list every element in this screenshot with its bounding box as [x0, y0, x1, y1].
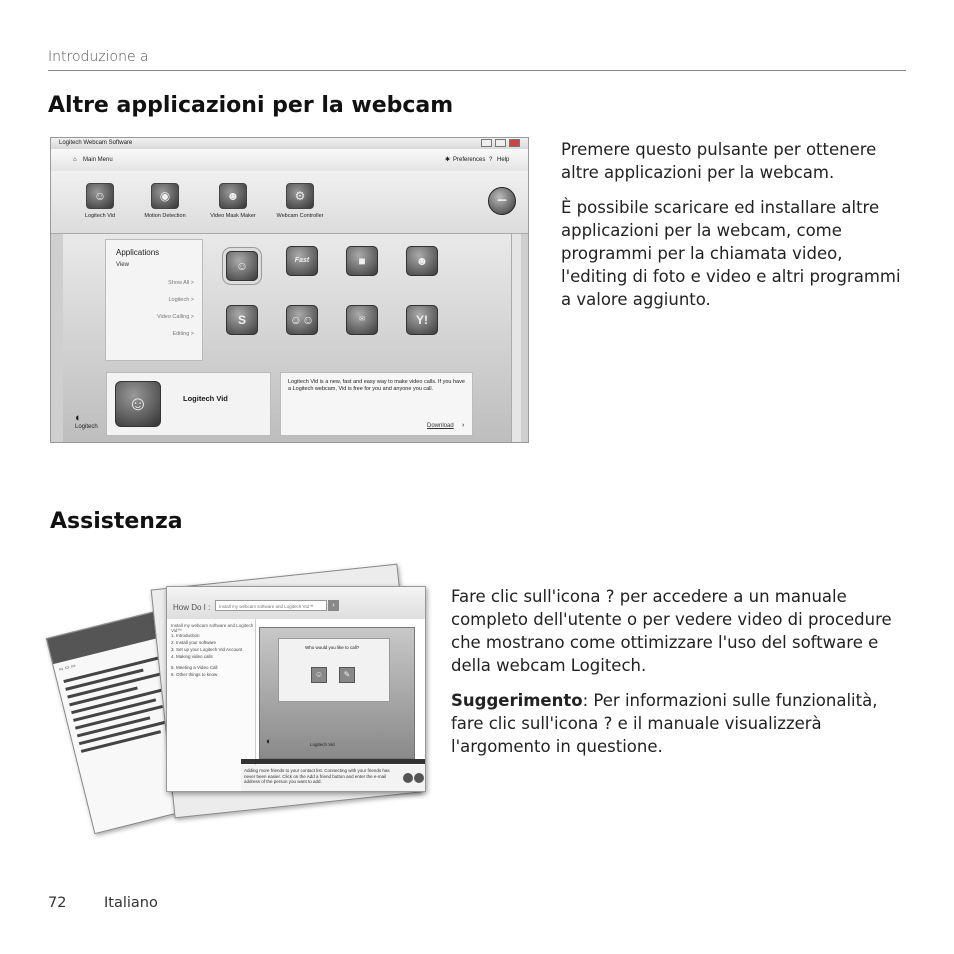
app-launcher-bar — [51, 171, 528, 234]
help-screenshot — [58, 558, 424, 828]
app-label-vid: Logitech Vid — [84, 213, 116, 219]
section1-text — [561, 138, 906, 311]
call-prompt: Who would you like to call? — [305, 645, 360, 650]
paragraph-help: Fare clic sull'icona ? per accedere a un manuale completo dell'utente o per vedere video di procedure che mostrano come ottimizzare l'uso del software e della webcam Logitech. — [451, 587, 892, 675]
logitech-eye-icon: ◐ — [75, 412, 82, 424]
chevron-right-icon[interactable]: › — [462, 422, 465, 429]
skype-icon[interactable]: S — [226, 305, 258, 335]
gmail-icon[interactable]: ✉ — [346, 305, 378, 335]
how-do-i-label: How Do I : — [173, 603, 211, 612]
transcript-text: Adding more friends to your contact list. Connecting with your friends has never been easier. Click on the Add a friend button and enter the e-mail address of the person you want to add. — [244, 768, 390, 784]
app-detail-card — [106, 372, 271, 436]
tutorial-call-panel — [278, 638, 390, 702]
menu-item-editing[interactable]: Editing > — [172, 331, 194, 337]
fast-icon[interactable]: Fast — [286, 246, 318, 276]
vid-icon[interactable]: ☺ — [86, 183, 114, 209]
paragraph-tip — [451, 689, 906, 758]
how-do-i-select[interactable]: Install my webcam software and Logitech Vid™ — [215, 600, 327, 611]
logitech-logo — [75, 413, 98, 430]
paragraph-download-apps: È possibile scaricare ed installare altre applicazioni per la webcam, come programmi per la chiamata video, l'editing di foto e video e altri programmi a valore aggiunto. — [561, 198, 901, 309]
tip-label: Suggerimento — [451, 691, 583, 710]
camera-icon[interactable]: ■ — [346, 246, 378, 276]
logitech-eye-icon: ◐ — [266, 736, 272, 746]
toolbar — [51, 149, 528, 171]
download-link[interactable]: Download — [427, 423, 454, 429]
page-number: 72 — [48, 895, 67, 911]
tutorial-transcript — [241, 765, 425, 791]
app-description-card — [280, 372, 473, 436]
preferences-link[interactable]: Preferences — [453, 157, 486, 163]
paragraph-more-apps: Premere questo pulsante per ottenere altre applicazioni per la webcam. — [561, 140, 877, 182]
close-icon[interactable] — [509, 139, 520, 147]
preferences-icon[interactable]: ✱ — [445, 157, 451, 163]
previous-icon[interactable] — [403, 773, 413, 783]
tutorial-video-area — [259, 627, 415, 759]
app-description: Logitech Vid is a new, fast and easy way to make video calls. If you have a Logitech webcam, Vid is free for you and anyone you call. — [288, 379, 465, 392]
scrollbar[interactable] — [511, 234, 521, 443]
people-icon: ☺ — [311, 667, 327, 683]
minimize-icon[interactable] — [481, 139, 492, 147]
tip-text: : Per informazioni sulle funzionalità, fare clic sull'icona ? e il manuale visualizzerà l'argomento in questione. — [451, 691, 878, 756]
people-icon[interactable]: ☺☺ — [286, 305, 318, 335]
header-rule — [48, 70, 906, 71]
home-icon[interactable]: ⌂ — [73, 157, 77, 163]
app-label-mask: Video Mask Maker — [210, 213, 256, 219]
main-menu-link[interactable]: Main Menu — [83, 157, 113, 163]
topic-item[interactable]: 2. Install your software — [171, 640, 217, 645]
masks-icon[interactable]: ☻ — [406, 246, 438, 276]
how-do-i-window — [166, 586, 426, 792]
topic-item[interactable]: 4. Making video calls — [171, 654, 213, 659]
topic-item[interactable]: 1. Introduction — [171, 633, 200, 638]
menu-item-show-all[interactable]: Show All > — [168, 280, 194, 286]
maximize-icon[interactable] — [495, 139, 506, 147]
running-header: Introduzione a — [48, 49, 149, 65]
topic-item[interactable]: 6. Other things to know — [171, 672, 218, 677]
view-label: View — [116, 262, 129, 268]
masks-icon[interactable]: ☻ — [219, 183, 247, 209]
app-label-motion: Motion Detection — [144, 213, 186, 219]
section2-text — [451, 585, 906, 758]
help-link[interactable]: Help — [497, 157, 510, 163]
go-icon[interactable]: › — [328, 600, 339, 611]
help-icon[interactable]: ? — [489, 157, 493, 163]
menu-item-video-calling[interactable]: Video Calling > — [156, 314, 194, 320]
video-progress-bar[interactable] — [241, 759, 425, 764]
vid-icon[interactable]: ☺ — [226, 251, 258, 281]
window-title: Logitech Webcam Software — [59, 140, 133, 146]
app-detail-name: Logitech Vid — [183, 394, 228, 403]
topic-item[interactable]: 3. Set up your Logitech Vid Account — [171, 647, 243, 652]
topic-item[interactable]: 5. Meeting a Video Call — [171, 665, 218, 670]
footer-language: Italiano — [104, 895, 158, 911]
pencil-icon: ✎ — [339, 667, 355, 683]
webcam-software-screenshot — [50, 137, 529, 443]
manual-tabs: ▭ ▭ ▭ — [58, 662, 77, 673]
logitech-logo-text: Logitech — [75, 424, 98, 430]
more-apps-button[interactable]: − — [488, 187, 516, 215]
motion-detection-icon[interactable]: ◉ — [151, 183, 179, 209]
yahoo-icon[interactable]: Y! — [406, 305, 438, 335]
vid-icon: ☺ — [115, 381, 161, 427]
section-heading-support: Assistenza — [50, 509, 183, 534]
section-heading-apps: Altre applicazioni per la webcam — [48, 93, 454, 118]
controller-icon[interactable]: ⚙ — [286, 183, 314, 209]
applications-title: Applications — [116, 248, 160, 257]
menu-item-logitech[interactable]: Logitech > — [168, 297, 194, 303]
applications-menu — [105, 239, 203, 361]
video-caption: Logitech Vid — [310, 742, 335, 747]
app-label-controller: Webcam Controller — [276, 213, 324, 219]
topics-heading: Install my webcam software and Logitech Vid™ — [171, 623, 254, 633]
next-icon[interactable] — [414, 773, 424, 783]
